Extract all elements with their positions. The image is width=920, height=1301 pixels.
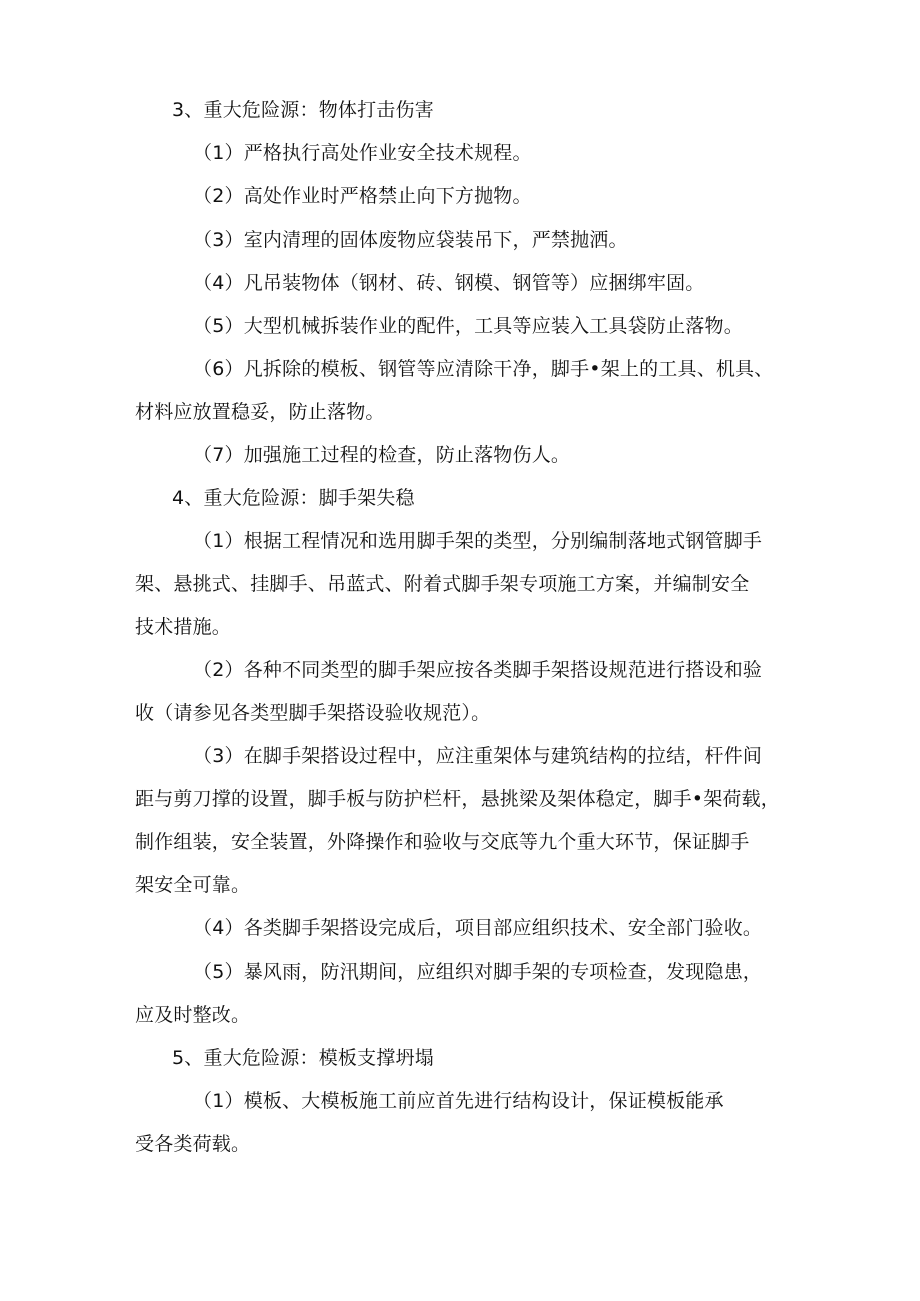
list-item: （4）各类脚手架搭设完成后，项目部应组织技术、安全部门验收。 bbox=[193, 917, 763, 939]
list-item: （2）高处作业时严格禁止向下方抛物。 bbox=[193, 185, 532, 207]
list-item: （5）大型机械拆装作业的配件，工具等应装入工具袋防止落物。 bbox=[193, 315, 743, 337]
list-item: （3）在脚手架搭设过程中，应注重架体与建筑结构的拉结，杆件间 bbox=[193, 745, 763, 767]
list-item-continuation: 距与剪刀撑的设置，脚手板与防护栏杆，悬挑梁及架体稳定，脚手•架荷载， bbox=[135, 788, 781, 810]
list-item-continuation: 制作组装，安全装置，外降操作和验收与交底等九个重大环节，保证脚手 bbox=[135, 831, 750, 853]
list-item: （1）模板、大模板施工前应首先进行结构设计，保证模板能承 bbox=[193, 1090, 724, 1112]
list-item-continuation: 架、悬挑式、挂脚手、吊蓝式、附着式脚手架专项施工方案，并编制安全 bbox=[135, 573, 750, 595]
section-heading-5: 5、重大危险源：模板支撑坍塌 bbox=[172, 1047, 434, 1069]
list-item-continuation: 架安全可靠。 bbox=[135, 874, 251, 896]
list-item-continuation: 技术措施。 bbox=[135, 616, 232, 638]
list-item: （1）根据工程情况和选用脚手架的类型，分别编制落地式钢管脚手 bbox=[193, 530, 763, 552]
list-item-continuation: 收（请参见各类型脚手架搭设验收规范）。 bbox=[135, 702, 491, 724]
list-item: （4）凡吊装物体（钢材、砖、钢模、钢管等）应捆绑牢固。 bbox=[193, 272, 705, 294]
list-item: （1）严格执行高处作业安全技术规程。 bbox=[193, 142, 532, 164]
list-item: （7）加强施工过程的检查，防止落物伤人。 bbox=[193, 444, 571, 466]
section-heading-3: 3、重大危险源：物体打击伤害 bbox=[172, 99, 434, 121]
list-item: （2）各种不同类型的脚手架应按各类脚手架搭设规范进行搭设和验 bbox=[193, 659, 763, 681]
list-item: （6）凡拆除的模板、钢管等应清除干净，脚手•架上的工具、机具、 bbox=[193, 358, 774, 380]
list-item-continuation: 受各类荷载。 bbox=[135, 1133, 251, 1155]
list-item: （3）室内清理的固体废物应袋装吊下，严禁抛洒。 bbox=[193, 229, 628, 251]
list-item-continuation: 材料应放置稳妥，防止落物。 bbox=[135, 401, 385, 423]
section-heading-4: 4、重大危险源：脚手架失稳 bbox=[172, 487, 415, 509]
list-item-continuation: 应及时整改。 bbox=[135, 1004, 251, 1026]
list-item: （5）暴风雨，防汛期间，应组织对脚手架的专项检查，发现隐患， bbox=[193, 961, 763, 983]
